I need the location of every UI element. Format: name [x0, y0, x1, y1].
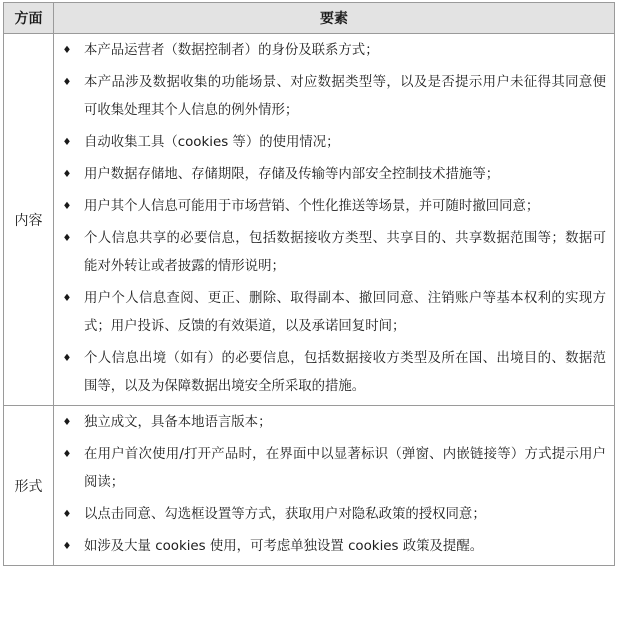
- table-header-row: [4, 3, 615, 34]
- list-item: [60, 501, 606, 529]
- aspect-cell: 内容: [4, 34, 54, 406]
- diamond-bullet-icon: ♦: [62, 293, 72, 304]
- diamond-bullet-icon: ♦: [62, 201, 72, 212]
- list-item: [60, 225, 606, 281]
- list-item-text: 个人信息共享的必要信息，包括数据接收方类型、共享目的、共享数据范围等；数据可能对外转让或者披露的情形说明；: [84, 231, 606, 274]
- list-item-text: 用户个人信息查阅、更正、删除、取得副本、撤回同意、注销账户等基本权利的实现方式；用户投诉、反馈的有效渠道，以及承诺回复时间；: [84, 291, 606, 334]
- list-item-text: 个人信息出境（如有）的必要信息，包括数据接收方类型及所在国、出境目的、数据范围等，以及为保障数据出境安全所采取的措施。: [84, 351, 606, 394]
- aspect-cell: 形式: [4, 406, 54, 566]
- elements-cell: [54, 34, 615, 406]
- privacy-policy-table: [3, 2, 615, 566]
- list-item-text: 本产品涉及数据收集的功能场景、对应数据类型等，以及是否提示用户未征得其同意便可收集处理其个人信息的例外情形；: [84, 75, 606, 118]
- diamond-bullet-icon: ♦: [62, 353, 72, 364]
- list-item: [60, 409, 606, 437]
- diamond-bullet-icon: ♦: [62, 233, 72, 244]
- diamond-bullet-icon: ♦: [62, 449, 72, 460]
- list-item-text: 在用户首次使用/打开产品时，在界面中以显著标识（弹窗、内嵌链接等）方式提示用户阅读；: [84, 447, 606, 490]
- table-row: [4, 406, 615, 566]
- header-elements: 要素: [54, 3, 615, 34]
- list-item-text: 独立成文，具备本地语言版本；: [84, 415, 272, 430]
- list-item-text: 如涉及大量 cookies 使用，可考虑单独设置 cookies 政策及提醒。: [84, 539, 484, 554]
- list-item-text: 本产品运营者（数据控制者）的身份及联系方式；: [84, 43, 379, 58]
- list-item: [60, 533, 606, 561]
- elements-cell: [54, 406, 615, 566]
- list-item-text: 以点击同意、勾选框设置等方式，获取用户对隐私政策的授权同意；: [84, 507, 486, 522]
- diamond-bullet-icon: ♦: [62, 45, 72, 56]
- elements-list: [60, 37, 606, 401]
- list-item-text: 用户其个人信息可能用于市场营销、个性化推送等场景，并可随时撤回同意；: [84, 199, 540, 214]
- diamond-bullet-icon: ♦: [62, 77, 72, 88]
- elements-list: [60, 409, 606, 561]
- diamond-bullet-icon: ♦: [62, 509, 72, 520]
- list-item: [60, 161, 606, 189]
- diamond-bullet-icon: ♦: [62, 417, 72, 428]
- table-row: [4, 34, 615, 406]
- diamond-bullet-icon: ♦: [62, 169, 72, 180]
- list-item: [60, 129, 606, 157]
- list-item: [60, 37, 606, 65]
- diamond-bullet-icon: ♦: [62, 541, 72, 552]
- list-item: [60, 441, 606, 497]
- list-item-text: 用户数据存储地、存储期限，存储及传输等内部安全控制技术措施等；: [84, 167, 500, 182]
- diamond-bullet-icon: ♦: [62, 137, 72, 148]
- list-item: [60, 193, 606, 221]
- list-item: [60, 345, 606, 401]
- list-item: [60, 285, 606, 341]
- list-item-text: 自动收集工具（cookies 等）的使用情况；: [84, 135, 340, 150]
- list-item: [60, 69, 606, 125]
- header-aspect: 方面: [4, 3, 54, 34]
